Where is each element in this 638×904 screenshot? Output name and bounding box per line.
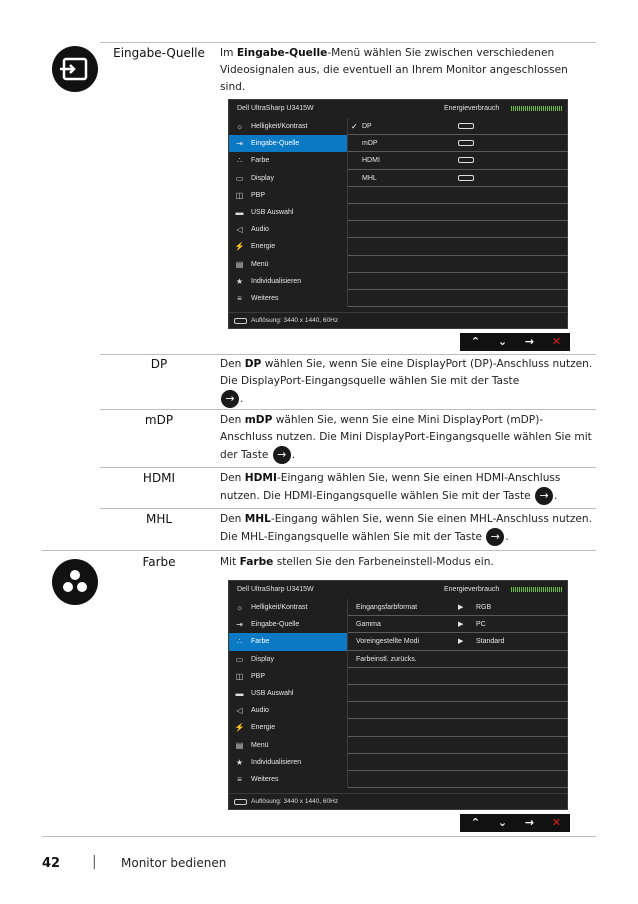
- osd-menu-item[interactable]: [229, 221, 347, 238]
- osd-menu-item[interactable]: [229, 668, 347, 685]
- up-icon[interactable]: ⌃: [470, 816, 481, 829]
- energy-meter: [511, 587, 563, 592]
- osd-menu-item[interactable]: [229, 651, 347, 668]
- pbp-icon: ◫: [235, 671, 244, 681]
- osd-menu-label: Audio: [251, 707, 269, 715]
- osd-menu-label: Menü: [251, 741, 269, 749]
- right-arrow-key-icon: →: [221, 390, 239, 408]
- osd-menu-label: Display: [251, 655, 274, 663]
- osd-model: Dell UltraSharp U3415W: [237, 105, 314, 112]
- right-arrow-icon[interactable]: →: [524, 335, 535, 348]
- right-arrow-key-icon: →: [273, 446, 291, 464]
- row-name-dp: DP: [150, 357, 168, 371]
- osd-option-reset-color[interactable]: Farbeinstl. zurücks.: [348, 651, 568, 668]
- osd-menu-item[interactable]: [229, 685, 347, 702]
- audio-icon: ◁: [236, 706, 243, 716]
- osd-menu-item[interactable]: [229, 290, 347, 307]
- color-description: Mit Farbe stellen Sie den Farbeneinstell-Modus ein.: [220, 556, 494, 568]
- row-name-hdmi: HDMI: [142, 471, 176, 485]
- osd-model: Dell UltraSharp U3415W: [237, 586, 314, 593]
- dp-port-icon: [458, 123, 474, 129]
- row-name-input-source: Eingabe-Quelle: [113, 46, 205, 60]
- osd-menu-label: Individualisieren: [251, 277, 302, 285]
- osd-energy-label: Energieverbrauch: [444, 586, 500, 593]
- audio-icon: ◁: [236, 225, 243, 235]
- osd-resolution: Auflösung: 3440 x 1440, 60Hz: [251, 798, 339, 805]
- osd-resolution: Auflösung: 3440 x 1440, 60Hz: [251, 317, 339, 324]
- osd-option-hdmi[interactable]: HDMI: [348, 152, 568, 169]
- down-icon[interactable]: ⌄: [497, 816, 508, 829]
- hdmi-description: Den HDMI-Eingang wählen Sie, wenn Sie einen HDMI-Anschluss nutzen. Die HDMI-Eingangsquelle wählen Sie mit der Taste → .: [220, 470, 595, 505]
- osd-nav-buttons: [460, 814, 570, 832]
- osd-menu-label: Individualisieren: [251, 758, 302, 766]
- osd-menu-label: Weiteres: [251, 775, 279, 783]
- osd-menu-item[interactable]: [229, 719, 347, 736]
- osd-menu-item[interactable]: [229, 273, 347, 290]
- mhl-description: Den MHL-Eingang wählen Sie, wenn Sie einen MHL-Anschluss nutzen. Die MHL-Eingangsquelle wählen Sie mit der Taste → .: [220, 511, 595, 546]
- resolution-icon: [234, 799, 247, 805]
- osd-menu-item[interactable]: [229, 187, 347, 204]
- osd-menu-label: Weiteres: [251, 294, 279, 302]
- other-icon: ≡: [237, 293, 242, 303]
- color-icon: ∴: [236, 156, 243, 166]
- display-icon: ▭: [235, 654, 244, 664]
- osd-option-input-color-format[interactable]: Eingangsfarbformat ▶ RGB: [348, 599, 568, 616]
- osd-options: [347, 599, 567, 788]
- chapter-title: Monitor bedienen: [121, 856, 227, 870]
- display-icon: ▭: [235, 173, 244, 183]
- energy-meter: [511, 106, 563, 111]
- menu-icon: ▤: [235, 740, 244, 750]
- energy-icon: ⚡: [234, 242, 245, 252]
- star-icon: ★: [235, 757, 244, 767]
- osd-menu-item[interactable]: [229, 771, 347, 788]
- mdp-port-icon: [458, 140, 474, 146]
- osd-menu-item[interactable]: [229, 599, 347, 616]
- energy-icon: ⚡: [234, 723, 245, 733]
- usb-icon: ▬: [235, 207, 244, 217]
- rule: [100, 409, 596, 410]
- down-icon[interactable]: ⌄: [497, 335, 508, 348]
- mhl-port-icon: [458, 175, 474, 181]
- osd-nav-buttons: [460, 333, 570, 351]
- other-icon: ≡: [237, 774, 242, 784]
- menu-icon: ▤: [235, 259, 244, 269]
- resolution-icon: [234, 318, 247, 324]
- osd-option-dp[interactable]: ✓ DP: [348, 118, 568, 135]
- color-icon: [52, 559, 98, 605]
- rule: [42, 836, 596, 837]
- mdp-description: Den mDP wählen Sie, wenn Sie eine Mini DisplayPort (mDP)-Anschluss nutzen. Die Mini DisplayPort-Eingangsquelle wählen Sie mit der Taste → .: [220, 412, 595, 464]
- osd-menu-label: Farbe: [251, 638, 270, 646]
- arrow-right-icon: ▶: [458, 604, 464, 611]
- input-icon: ⇥: [236, 620, 243, 630]
- close-icon[interactable]: ✕: [551, 816, 562, 829]
- osd-color: [228, 580, 568, 810]
- row-name-mdp: mDP: [144, 413, 174, 427]
- osd-menu: [229, 118, 347, 307]
- input-icon: ⇥: [236, 139, 243, 149]
- osd-menu-label: PBP: [251, 672, 266, 680]
- usb-icon: ▬: [235, 688, 244, 698]
- color-icon: ∴: [236, 637, 243, 647]
- osd-menu-label: Display: [251, 174, 274, 182]
- page-number: 42: [42, 856, 61, 871]
- star-icon: ★: [235, 276, 244, 286]
- osd-menu-label: Eingabe-Quelle: [251, 140, 300, 148]
- check-icon: ✓: [351, 122, 358, 131]
- dp-description: Den DP wählen Sie, wenn Sie eine DisplayPort (DP)-Anschluss nutzen. Die DisplayPort-Eingangsquelle wählen Sie mit der Taste → .: [220, 356, 595, 408]
- osd-option-gamma[interactable]: Gamma ▶ PC: [348, 616, 568, 633]
- pbp-icon: ◫: [235, 190, 244, 200]
- rule: [100, 354, 596, 355]
- footer-separator: |: [92, 854, 97, 870]
- osd-menu-item[interactable]: [229, 702, 347, 719]
- osd-menu-item[interactable]: [229, 256, 347, 273]
- hdmi-port-icon: [458, 157, 474, 163]
- osd-menu-item[interactable]: [229, 204, 347, 221]
- arrow-right-icon: ▶: [458, 621, 464, 629]
- rule: [100, 42, 596, 43]
- osd-menu-item[interactable]: [229, 754, 347, 771]
- right-arrow-icon[interactable]: →: [524, 816, 535, 829]
- row-name-mhl: MHL: [145, 512, 173, 526]
- rule: [100, 508, 596, 509]
- rule: [42, 550, 596, 551]
- osd-menu-item[interactable]: [229, 152, 347, 169]
- osd-option-mhl[interactable]: MHL: [348, 170, 568, 187]
- osd-menu-item[interactable]: [229, 238, 347, 255]
- osd-menu-label: USB Auswahl: [251, 208, 294, 216]
- osd-menu-label: USB Auswahl: [251, 689, 294, 697]
- osd-menu-label: Helligkeit/Kontrast: [251, 604, 308, 611]
- osd-menu: [229, 599, 347, 788]
- sun-icon: ☼: [235, 122, 244, 131]
- osd-energy-label: Energieverbrauch: [444, 105, 500, 112]
- row-name-color: Farbe: [142, 555, 176, 569]
- up-icon[interactable]: ⌃: [470, 335, 481, 348]
- arrow-right-icon: ▶: [458, 638, 464, 646]
- right-arrow-key-icon: →: [535, 487, 553, 505]
- osd-menu-label: Energie: [251, 243, 276, 251]
- osd-menu-label: PBP: [251, 191, 266, 199]
- input-source-description: Im Eingabe-Quelle-Menü wählen Sie zwischen verschiedenen Videosignalen aus, die eventuell an Ihrem Monitor angeschlossen sind.: [220, 47, 568, 93]
- osd-menu-item[interactable]: [229, 616, 347, 633]
- osd-menu-item[interactable]: [229, 170, 347, 187]
- close-icon[interactable]: ✕: [551, 335, 562, 348]
- rule: [100, 467, 596, 468]
- osd-menu-label: Energie: [251, 724, 276, 732]
- sun-icon: ☼: [235, 603, 244, 612]
- osd-options: [347, 118, 567, 307]
- osd-menu-label: Audio: [251, 226, 269, 234]
- osd-menu-label: Farbe: [251, 157, 270, 165]
- osd-menu-item[interactable]: [229, 118, 347, 135]
- osd-menu-label: Menü: [251, 260, 269, 268]
- osd-input-source: [228, 99, 568, 329]
- osd-menu-label: Helligkeit/Kontrast: [251, 123, 308, 130]
- osd-menu-item[interactable]: [229, 633, 347, 650]
- right-arrow-key-icon: →: [486, 528, 504, 546]
- osd-menu-item[interactable]: [229, 737, 347, 754]
- osd-option-mdp[interactable]: mDP: [348, 135, 568, 152]
- osd-menu-item[interactable]: [229, 135, 347, 152]
- input-source-icon: [52, 46, 98, 92]
- osd-option-preset-modes[interactable]: Voreingestellte Modi ▶ Standard: [348, 633, 568, 650]
- osd-menu-label: Eingabe-Quelle: [251, 621, 300, 629]
